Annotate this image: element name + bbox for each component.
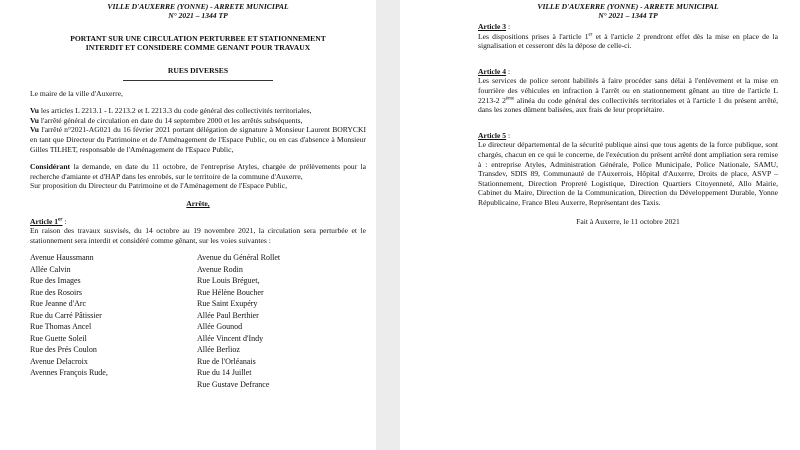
article-5-text: Le directeur départemental de la sécurité publique ainsi que tous agents de la force publique, sont chargés, chacun en ce qui le concerne, de l'exécution du présent arrêté dont ampliation sera remise à : entreprise Atyles, Administration Générale, Police Municipale, Police Nationale, SAMU, Transdev, SDIS 89, Communauté de l'Auxerrois, Hôpital d'Auxerre, Droits de place, ASVP – Stationnement, Direction Propreté Logistique, Direction Quartiers Citoyenneté, Allo Mairie, Cabinet du Maire, Direction de la Communication, Direction du Développement Durable, Yonne Républicaine, France Bleu Auxerre, Représentant des Taxis. xyxy=(478,140,778,207)
article-4-text-a: Les services de police seront habilités à faire procéder sans délai à l'enlèvement et la mise en fourrière des véhicules en infraction à l'arrêt ou en stationnement gênant au titre de l'article L 2213-2 2 xyxy=(478,76,778,105)
article-3-label: Article 3 xyxy=(478,22,507,31)
article-5-title xyxy=(478,131,778,141)
street-item: Avenue Haussmann xyxy=(30,253,94,263)
article-4-label: Article 4 xyxy=(478,66,507,76)
vu-paragraph xyxy=(30,125,366,154)
street-item: Allée Berlioz xyxy=(197,345,240,355)
subject-line: PORTANT SUR UNE CIRCULATION PERTURBEE ET STATIONNEMENT xyxy=(70,34,326,43)
street-item: Allée Vincent d'Indy xyxy=(197,333,264,343)
article-1-label: Article 1 xyxy=(30,216,59,226)
article-5-label: Article 5 xyxy=(478,130,507,140)
streets-title: RUES DIVERSES xyxy=(167,66,229,75)
street-item: Rue de l'Orléanais xyxy=(197,356,256,366)
vu-label: Vu xyxy=(30,106,40,116)
article-5-colon: : xyxy=(506,130,511,140)
header-title: VILLE D'AUXERRE (YONNE) - ARRETE MUNICIPAL xyxy=(537,2,719,11)
street-item: Rue Jeanne d'Arc xyxy=(30,299,87,309)
mayor-line: Le maire de la ville d'Auxerre, xyxy=(30,88,123,98)
considerant-text: la demande, en date du 11 octobre, de l'entreprise Atyles, chargée de prélèvements pour la recherche d'amiante et d'HAP dans les enrobés, sur le territoire de la commune d'Auxerre, xyxy=(30,162,366,181)
street-item: Rue Hélène Boucher xyxy=(197,287,264,297)
article-4-text-b: alinéa du code général des collectivités territoriales et à l'article 1 du présent arrêté, dans les zones dûment balisées, aux frais de leur propriétaire. xyxy=(478,95,778,115)
street-item: Rue du Carré Pâtissier xyxy=(30,310,102,320)
subject xyxy=(30,34,366,52)
header-title: VILLE D'AUXERRE (YONNE) - ARRETE MUNICIPAL xyxy=(107,2,289,11)
street-item: Avenue Delacroix xyxy=(30,356,88,366)
article-4-colon: : xyxy=(506,66,511,76)
street-item: Rue Louis Bréguet, xyxy=(197,276,260,286)
vu-text: l'arrêté général de circulation en date du 14 septembre 2000 et les arrêtés subséquents, xyxy=(39,115,303,125)
street-item: Allée Paul Berthier xyxy=(197,310,259,320)
street-item: Allée Gounod xyxy=(197,322,243,332)
page-right xyxy=(400,0,800,450)
article-1-text: En raison des travaux susvisés, du 14 octobre au 19 novembre 2021, la circulation sera perturbée et le stationnement sera interdit et considéré comme gênant, sur les voies suivantes : xyxy=(30,226,366,245)
signature-date: Fait à Auxerre, le 11 octobre 2021 xyxy=(576,216,680,226)
vu-text: l'arrêté n°2021-AG021 du 16 février 2021 portant délégation de signature à Monsieur Laurent BORYCKI en tant que Directeur du Patrimoine et de l'Aménagement de l'Espace Public, ou en cas d'absence à Monsieur Gilles TILHET, responsable de l'Aménagement de l'Espace Public, xyxy=(30,125,366,154)
vu-text: les articles L 2213.1 - L 2213.2 et L 2213.3 du code général des collectivités territoriales, xyxy=(39,106,312,116)
street-item: Avenue Rodin xyxy=(197,264,243,274)
article-3-text-a: Les dispositions prises à l'article 1 xyxy=(478,31,589,41)
street-item: Avenue du Général Rollet xyxy=(197,253,281,263)
street-item: Avennes François Rude, xyxy=(30,368,108,378)
vu-paragraph xyxy=(30,106,366,116)
article-3-text xyxy=(478,32,778,51)
considerant-paragraph xyxy=(30,162,366,181)
article-1-title xyxy=(30,217,366,227)
vu-label: Vu xyxy=(30,115,40,125)
street-item: Allée Calvin xyxy=(30,264,71,274)
article-4-text xyxy=(478,76,778,114)
page-left xyxy=(0,0,376,450)
street-item: Rue des Prés Coulon xyxy=(30,345,97,355)
article-4-title xyxy=(478,67,778,77)
article-3-colon: : xyxy=(506,22,511,31)
street-column-right xyxy=(197,252,366,390)
considerant-label: Considérant xyxy=(30,162,71,172)
street-item: Rue Gustave Defrance xyxy=(197,379,270,389)
street-item: Rue Guette Soleil xyxy=(30,333,87,343)
header-number: N° 2021 – 1344 TP xyxy=(598,11,658,20)
article-3-text-b: et à l'article 2 prendront effet dès la mise en place de la signalisation et cesseront dès la dépose de celle-ci. xyxy=(478,31,778,51)
article-1-sup: er xyxy=(58,217,63,222)
article-3-sup: er xyxy=(588,32,593,38)
street-list xyxy=(30,252,366,390)
subject-line: INTERDIT ET CONSIDERE COMME GENANT POUR TRAVAUX xyxy=(85,43,311,52)
street-column-left xyxy=(30,252,197,390)
street-item: Rue Thomas Ancel xyxy=(30,322,92,332)
street-item: Rue du 14 Juillet xyxy=(197,368,252,378)
vu-label: Vu xyxy=(30,125,40,135)
vu-paragraph xyxy=(30,116,366,126)
street-item: Rue des Images xyxy=(30,276,81,286)
article-3-title xyxy=(478,22,778,32)
header-number: N° 2021 – 1344 TP xyxy=(168,11,228,20)
arrete-title: Arrête, xyxy=(186,198,210,208)
proposal-line: Sur proposition du Directeur du Patrimoine et de l'Aménagement de l'Espace Public, xyxy=(30,181,288,191)
street-item: Rue Saint Exupéry xyxy=(197,299,258,309)
article-1-colon: : xyxy=(62,216,67,226)
article-4-sup: ème xyxy=(505,96,515,102)
street-item: Rue des Rosoirs xyxy=(30,287,82,297)
